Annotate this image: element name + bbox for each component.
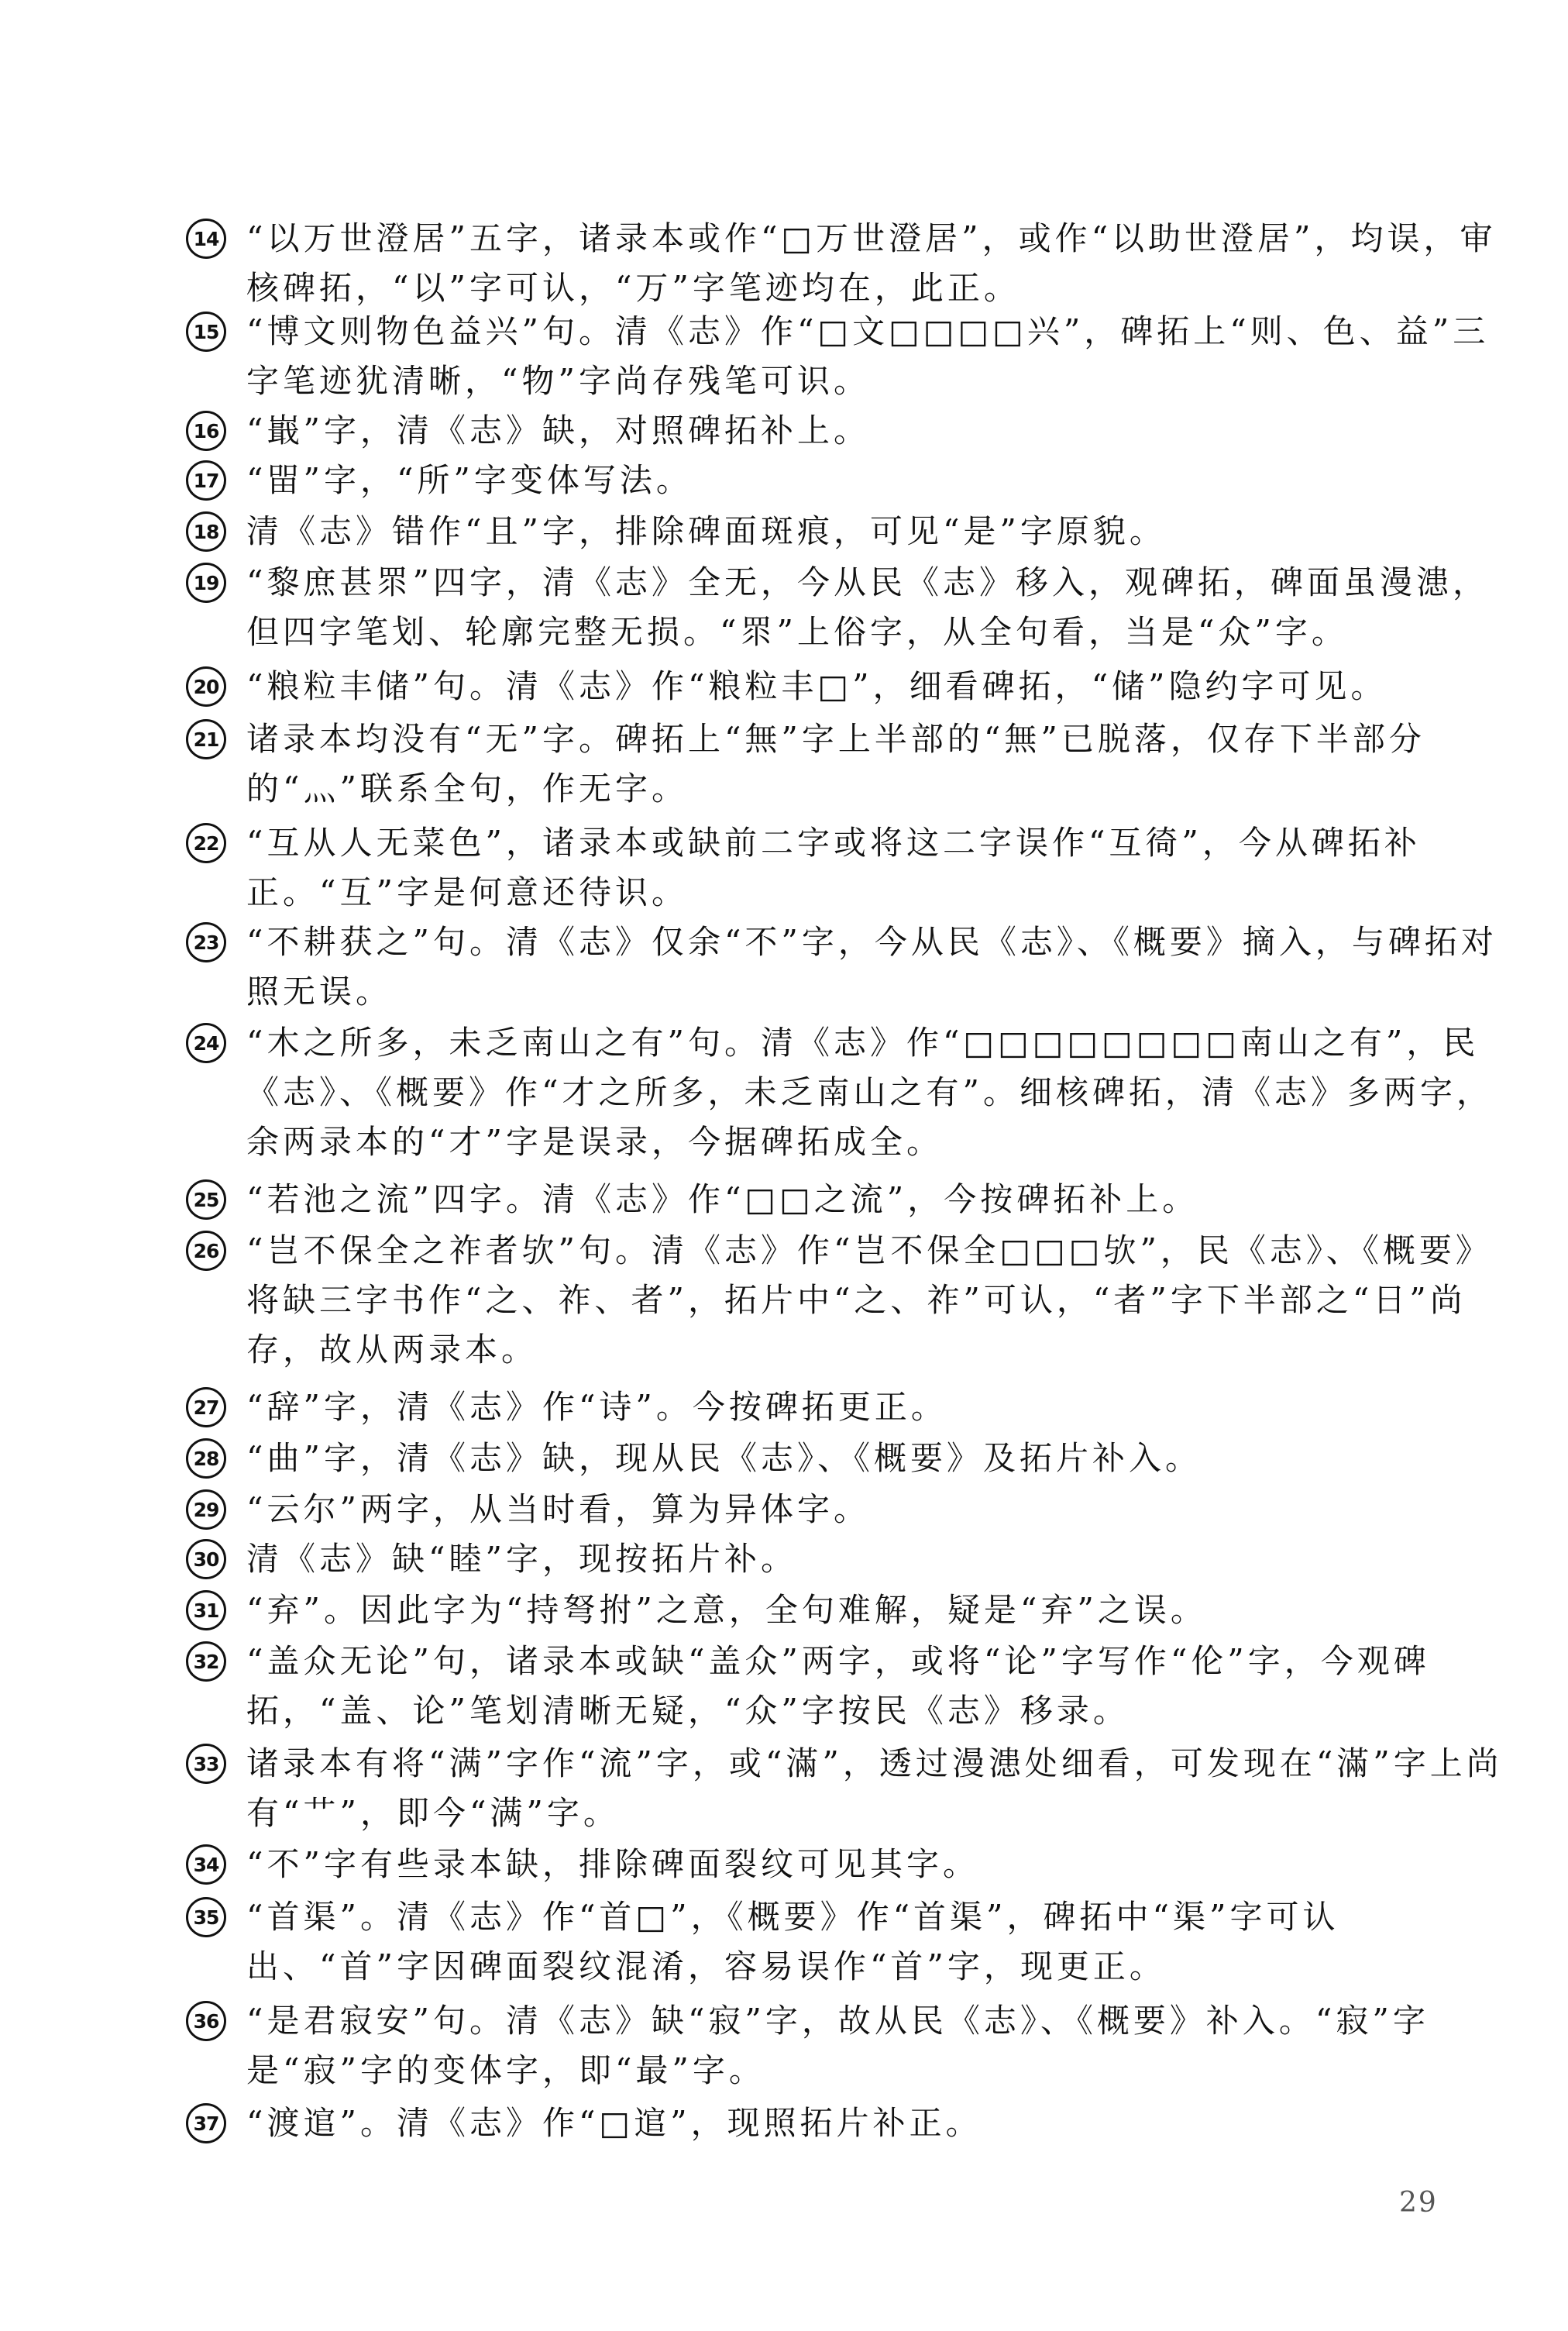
note-18 (186, 511, 1518, 561)
note-24 (186, 1023, 1518, 1175)
note-text: 清《志》缺“睦”字，现按拓片补。 (246, 1540, 797, 1578)
note-number: 33 (186, 1744, 226, 1784)
note-15 (186, 312, 1518, 412)
note-number: 36 (186, 2001, 226, 2041)
note-text: “若池之流”四字。清《志》作“□□之流”，今按碑拓补上。 (246, 1180, 1199, 1218)
note-32 (186, 1641, 1518, 1742)
note-number: 21 (186, 719, 226, 759)
note-number: 16 (186, 411, 226, 451)
note-text: “不”字有些录本缺，排除碑面裂纹可见其字。 (246, 1845, 979, 1883)
note-number: 26 (186, 1231, 226, 1271)
note-text: “以万世澄居”五字，诸录本或作“□万世澄居”，或作“以助世澄居”，均误，审核碑拓，“以”字可认，“万”字笔迹均在，此正。 (246, 219, 1497, 307)
note-36 (186, 2001, 1518, 2102)
note-text: “互从人无菜色”，诸录本或缺前二字或将这二字误作“互徛”，今从碑拓补正。“互”字是何意还待识。 (246, 824, 1421, 911)
note-30 (186, 1539, 1518, 1589)
note-text: “岂不保全之祚者欤”句。清《志》作“岂不保全□□□欤”，民《志》、《概要》将缺三字书作“之、祚、者”，拓片中“之、祚”可认，“者”字下半部之“日”尚存，故从两录本。 (246, 1231, 1492, 1369)
note-text: “不耕获之”句。清《志》仅余“不”字，今从民《志》、《概要》摘入，与碑拓对照无误。 (246, 923, 1498, 1011)
note-34 (186, 1844, 1518, 1894)
note-text: 诸录本均没有“无”字。碑拓上“無”字上半部的“無”已脱落，仅存下半部分的“灬”联系全句，作无字。 (246, 720, 1425, 807)
note-23 (186, 922, 1518, 1023)
note-number: 27 (186, 1387, 226, 1427)
note-33 (186, 1744, 1518, 1844)
note-text: 诸录本有将“满”字作“流”字，或“滿”，透过漫漶处细看，可发现在“滿”字上尚有“艹”，即今“满”字。 (246, 1744, 1503, 1832)
note-text: “粮粒丰储”句。清《志》作“粮粒丰□”，细看碑拓，“储”隐约字可见。 (246, 667, 1387, 705)
note-31 (186, 1590, 1518, 1640)
note-number: 24 (186, 1023, 226, 1063)
note-14 (186, 219, 1518, 319)
note-text: “博文则物色益兴”句。清《志》作“□文□□□□兴”，碑拓上“则、色、益”三字笔迹犹清晰，“物”字尚存残笔可识。 (246, 312, 1490, 400)
note-27 (186, 1387, 1518, 1437)
note-text: 清《志》错作“且”字，排除碑面斑痕，可见“是”字原貌。 (246, 512, 1166, 550)
note-number: 20 (186, 666, 226, 707)
note-number: 37 (186, 2103, 226, 2143)
note-text: “云尔”两字，从当时看，算为异体字。 (246, 1490, 870, 1528)
note-26 (186, 1231, 1518, 1382)
note-22 (186, 823, 1518, 924)
note-21 (186, 719, 1518, 820)
page-number: 29 (1399, 2187, 1438, 2219)
note-number: 19 (186, 563, 226, 603)
note-35 (186, 1897, 1518, 1998)
note-28 (186, 1438, 1518, 1488)
note-number: 31 (186, 1590, 226, 1630)
note-text: “是君寂安”句。清《志》缺“寂”字，故从民《志》、《概要》补入。“寂”字是“寂”字的变体字，即“最”字。 (246, 2002, 1429, 2089)
note-29 (186, 1489, 1518, 1539)
note-number: 35 (186, 1897, 226, 1937)
note-number: 32 (186, 1641, 226, 1682)
note-number: 15 (186, 312, 226, 352)
note-number: 28 (186, 1438, 226, 1479)
note-text: “辞”字，清《志》作“诗”。今按碑拓更正。 (246, 1388, 947, 1426)
note-number: 18 (186, 511, 226, 552)
note-text: “首渠”。清《志》作“首□”，《概要》作“首渠”，碑拓中“渠”字可认出、“首”字因碑面裂纹混淆，容易误作“首”字，现更正。 (246, 1898, 1339, 1985)
note-20 (186, 666, 1518, 716)
note-16 (186, 411, 1518, 460)
note-text: “㽞”字，“所”字变体写法。 (246, 461, 693, 499)
note-text: “盖众无论”句，诸录本或缺“盖众”两字，或将“论”字写作“伦”字，今观碑拓，“盖、论”笔划清晰无疑，“众”字按民《志》移录。 (246, 1642, 1430, 1730)
note-text: “木之所多，未乏南山之有”句。清《志》作“□□□□□□□□南山之有”，民《志》、《概要》作“才之所多，未乏南山之有”。细核碑拓，清《志》多两字，余两录本的“才”字是误录，今据碑拓成全。 (246, 1024, 1493, 1161)
note-number: 34 (186, 1844, 226, 1885)
note-text: “嶯”字，清《志》缺，对照碑拓补上。 (246, 411, 870, 449)
note-number: 14 (186, 219, 226, 259)
note-19 (186, 563, 1518, 663)
note-number: 29 (186, 1489, 226, 1530)
note-text: “曲”字，清《志》缺，现从民《志》、《概要》及拓片补入。 (246, 1439, 1202, 1477)
note-number: 23 (186, 922, 226, 962)
note-number: 30 (186, 1539, 226, 1579)
note-number: 22 (186, 823, 226, 863)
note-number: 17 (186, 460, 226, 501)
note-17 (186, 460, 1518, 510)
note-25 (186, 1179, 1518, 1229)
note-number: 25 (186, 1179, 226, 1220)
note-37 (186, 2103, 1518, 2153)
note-text: “弃”。因此字为“持弩拊”之意，全句难解，疑是“弃”之误。 (246, 1591, 1207, 1629)
note-text: “渡逭”。清《志》作“□逭”，现照拓片补正。 (246, 2104, 982, 2142)
note-text: “黎庶甚眔”四字，清《志》全无，今从民《志》移入，观碑拓，碑面虽漫漶，但四字笔划、轮廓完整无损。“眔”上俗字，从全句看，当是“众”字。 (246, 563, 1489, 651)
